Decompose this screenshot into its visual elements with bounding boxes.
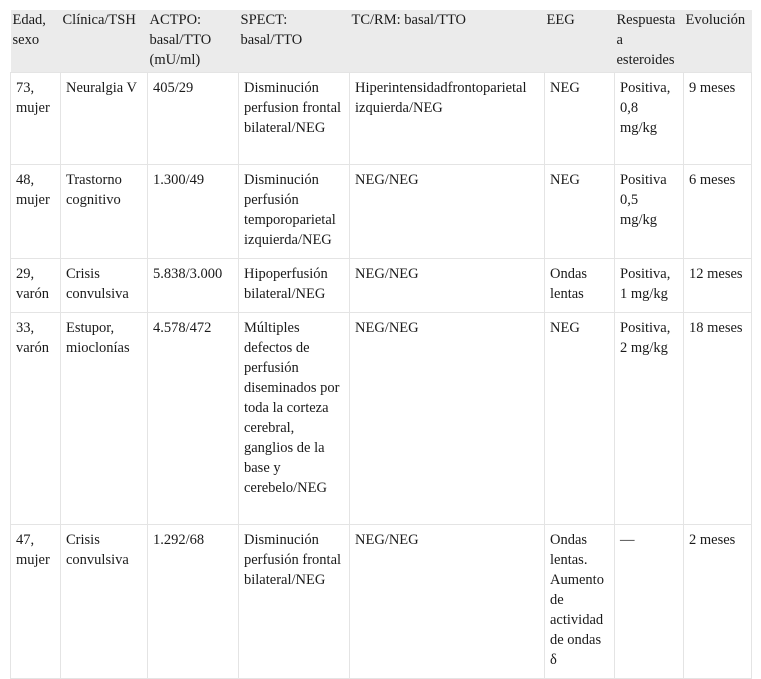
cell-steroid-response: Positiva, 1 mg/kg [615, 259, 684, 313]
cell-evolution: 12 meses [684, 259, 752, 313]
table-header-row [11, 10, 752, 73]
cell-tc-rm: NEG/NEG [350, 259, 545, 313]
header-eeg: EEG [545, 10, 615, 73]
cell-clinical: Crisis convulsiva [61, 259, 148, 313]
cell-eeg: Ondas lentas. Aumento de actividad de ondas δ [545, 525, 615, 679]
cell-clinical: Trastorno cognitivo [61, 165, 148, 259]
cell-evolution: 2 meses [684, 525, 752, 679]
cell-tc-rm: NEG/NEG [350, 525, 545, 679]
cell-age-sex: 33, varón [11, 313, 61, 525]
cell-steroid-response: Positiva, 0,8 mg/kg [615, 73, 684, 165]
clinical-data-table [10, 10, 752, 679]
cell-age-sex: 29, varón [11, 259, 61, 313]
cell-age-sex: 47, mujer [11, 525, 61, 679]
table-row [11, 259, 752, 313]
cell-spect: Disminución perfusion frontal bilateral/NEG [239, 73, 350, 165]
clinical-data-table-container [10, 10, 751, 679]
header-evolution: Evolución [684, 10, 752, 73]
cell-clinical: Crisis convulsiva [61, 525, 148, 679]
cell-tc-rm: NEG/NEG [350, 313, 545, 525]
cell-evolution: 6 meses [684, 165, 752, 259]
cell-actpo: 405/29 [148, 73, 239, 165]
cell-clinical: Estupor, mioclonías [61, 313, 148, 525]
cell-eeg: NEG [545, 313, 615, 525]
table-row [11, 73, 752, 165]
table-row [11, 313, 752, 525]
header-clinical-tsh: Clínica/TSH [61, 10, 148, 73]
cell-age-sex: 48, mujer [11, 165, 61, 259]
cell-steroid-response: Positiva 0,5 mg/kg [615, 165, 684, 259]
cell-actpo: 1.292/68 [148, 525, 239, 679]
cell-actpo: 5.838/3.000 [148, 259, 239, 313]
cell-eeg: NEG [545, 165, 615, 259]
cell-steroid-response: — [615, 525, 684, 679]
header-steroid-response: Respuesta a esteroides [615, 10, 684, 73]
header-tc-rm: TC/RM: basal/TTO [350, 10, 545, 73]
table-row [11, 165, 752, 259]
header-actpo: ACTPO: basal/TTO (mU/ml) [148, 10, 239, 73]
cell-clinical: Neuralgia V [61, 73, 148, 165]
cell-spect: Disminución perfusión temporoparietal izquierda/NEG [239, 165, 350, 259]
cell-spect: Múltiples defectos de perfusión diseminados por toda la corteza cerebral, ganglios de la base y cerebelo/NEG [239, 313, 350, 525]
cell-actpo: 1.300/49 [148, 165, 239, 259]
cell-evolution: 18 meses [684, 313, 752, 525]
cell-actpo: 4.578/472 [148, 313, 239, 525]
table-row [11, 525, 752, 679]
cell-age-sex: 73, mujer [11, 73, 61, 165]
cell-spect: Hipoperfusión bilateral/NEG [239, 259, 350, 313]
cell-spect: Disminución perfusión frontal bilateral/NEG [239, 525, 350, 679]
cell-tc-rm: NEG/NEG [350, 165, 545, 259]
cell-steroid-response: Positiva, 2 mg/kg [615, 313, 684, 525]
header-age-sex: Edad, sexo [11, 10, 61, 73]
cell-eeg: Ondas lentas [545, 259, 615, 313]
cell-eeg: NEG [545, 73, 615, 165]
cell-tc-rm: Hiperintensidadfrontoparietal izquierda/NEG [350, 73, 545, 165]
cell-evolution: 9 meses [684, 73, 752, 165]
header-spect: SPECT: basal/TTO [239, 10, 350, 73]
